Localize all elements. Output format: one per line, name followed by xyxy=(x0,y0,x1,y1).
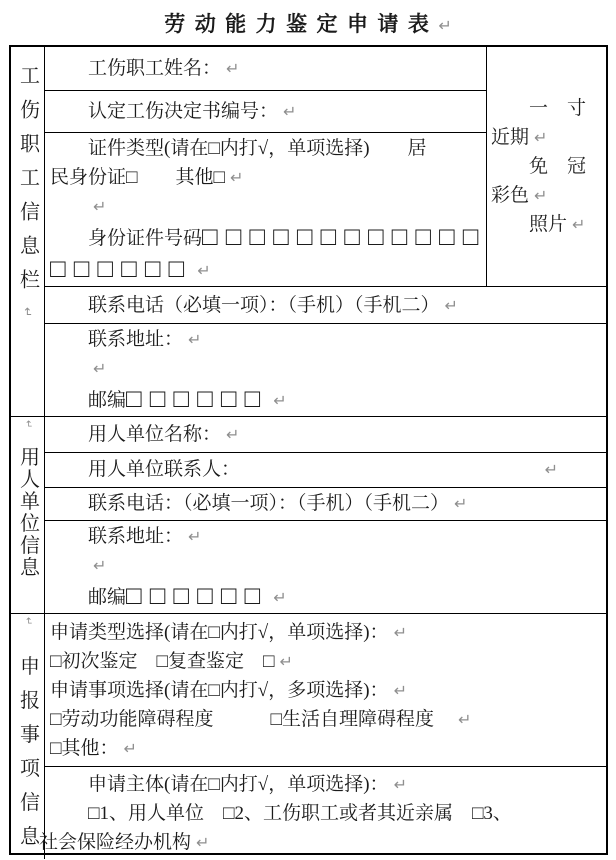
line-text: 申请类型选择(请在□内打√，单项选择)： xyxy=(50,621,389,643)
form-line xyxy=(50,325,602,354)
return-mark-icon: ↵ xyxy=(393,680,407,700)
line-text: 社会保险经办机构 xyxy=(39,831,192,853)
form-row xyxy=(45,133,486,286)
line-text: □劳动功能障碍程度 □生活自理障碍程度 xyxy=(50,708,453,730)
section-content xyxy=(45,47,606,416)
return-mark-icon: ↵ xyxy=(457,709,472,729)
line-text: 身份证件号码 xyxy=(88,228,203,249)
return-mark-icon: ↵ xyxy=(123,738,137,758)
form-line xyxy=(50,522,602,551)
title-row xyxy=(0,8,616,38)
form-line xyxy=(50,291,602,320)
form-line xyxy=(50,551,602,580)
return-mark-icon: ↵ xyxy=(93,359,107,378)
page-title: 劳动能力鉴定申请表 xyxy=(164,12,439,36)
section-content xyxy=(39,614,606,859)
section-worker-info xyxy=(11,47,606,417)
return-mark-icon: ↵ xyxy=(279,651,293,671)
form-row xyxy=(45,324,606,416)
line-text: 证件类型(请在□内打√，单项选择) 居 xyxy=(88,138,427,159)
return-mark-icon: ↵ xyxy=(454,494,468,514)
rows-column xyxy=(45,47,486,286)
return-mark-icon: ↵ xyxy=(273,391,287,410)
form-row xyxy=(45,453,606,488)
form-line xyxy=(50,97,482,126)
form-row xyxy=(45,287,606,324)
return-mark-icon: ↵ xyxy=(197,261,211,280)
section-employer-info xyxy=(11,417,606,614)
return-mark-icon: ↵ xyxy=(226,59,240,79)
line-text: 联系电话（必填一项）：（手机）（手机二） xyxy=(88,294,440,316)
form-line xyxy=(50,705,602,734)
form-line xyxy=(50,383,602,415)
return-mark-icon: ↵ xyxy=(93,197,107,216)
return-mark-icon: ↵ xyxy=(393,774,407,794)
form-line xyxy=(50,770,602,799)
form-row xyxy=(45,614,606,767)
section-label-cell xyxy=(11,47,45,416)
form-row xyxy=(45,488,606,521)
return-mark-icon: ↵ xyxy=(188,330,202,349)
section-label: ↵申报事项信息 xyxy=(11,617,45,859)
return-mark-icon: ↵ xyxy=(534,128,548,147)
form-line xyxy=(50,618,602,647)
form-line xyxy=(50,54,482,83)
checkbox-boxes: □□□□□□ xyxy=(126,580,269,610)
section-label-cell xyxy=(11,417,45,613)
form-row xyxy=(45,47,486,91)
return-mark-icon: ↵ xyxy=(534,186,548,205)
form-line xyxy=(50,253,482,285)
form-line xyxy=(491,94,602,123)
section-application-info xyxy=(11,614,606,859)
form-line xyxy=(491,152,602,181)
section-content xyxy=(45,417,606,613)
photo-cell xyxy=(486,47,606,286)
form-line xyxy=(50,676,602,705)
section-label: 工伤职工信息栏↵ xyxy=(11,65,45,331)
line-text: □1、用人单位 □2、工伤职工或者其近亲属 □3、 xyxy=(88,802,512,824)
line-text: □初次鉴定 □复查鉴定 □ xyxy=(50,650,275,672)
line-text: 联系地址： xyxy=(88,525,184,547)
form-line xyxy=(50,580,602,612)
checkbox-boxes: □□□□□□□□□□□□ xyxy=(202,222,487,251)
title-return-mark-icon: ↵ xyxy=(438,16,452,35)
line-text: 联系地址： xyxy=(88,329,184,350)
line-text: 用人单位联系人： xyxy=(88,459,241,481)
form-line xyxy=(50,163,482,192)
return-mark-icon: ↵ xyxy=(226,424,240,444)
form-row xyxy=(45,91,486,133)
line-text: 民身份证□ 其他□ xyxy=(50,167,225,188)
form-line xyxy=(39,828,602,857)
section-label-cell xyxy=(11,614,45,859)
line-text: 认定工伤决定书编号： xyxy=(88,101,279,123)
line-text: 近期 xyxy=(491,127,530,148)
line-text: 邮编 xyxy=(88,390,127,411)
form-line xyxy=(50,354,602,383)
line-text: 联系电话：（必填一项）：（手机）（手机二） xyxy=(88,493,450,515)
label-return-mark-icon: ↵ xyxy=(22,420,34,431)
form-row xyxy=(45,521,606,613)
return-mark-icon: ↵ xyxy=(283,102,297,122)
label-return-mark-icon: ↵ xyxy=(20,307,35,332)
return-mark-icon: ↵ xyxy=(572,215,586,234)
form-line xyxy=(50,134,482,163)
checkbox-boxes: □□□□□□ xyxy=(126,384,269,413)
form-line xyxy=(491,181,602,210)
form-line xyxy=(50,799,602,828)
line-text: 彩色 xyxy=(491,185,530,206)
line-text: 免 冠 xyxy=(529,156,587,177)
form-line xyxy=(50,455,602,484)
checkbox-boxes: □□□□□□ xyxy=(50,254,193,283)
form-row xyxy=(39,767,606,859)
section-label: ↵用人单位信息 xyxy=(11,420,45,578)
form-line xyxy=(50,647,602,676)
line-text: □其他： xyxy=(50,737,119,759)
return-mark-icon: ↵ xyxy=(273,587,287,607)
line-text: 邮编 xyxy=(88,586,127,608)
form-line xyxy=(50,420,602,449)
line-text: 一 寸 xyxy=(529,98,587,119)
form-line xyxy=(50,192,482,221)
form-line xyxy=(50,489,602,518)
return-mark-icon: ↵ xyxy=(544,460,558,480)
rows-with-photo-group xyxy=(45,47,606,287)
return-mark-icon: ↵ xyxy=(188,526,202,546)
line-text: 照片 xyxy=(529,214,568,235)
line-text: 申请主体(请在□内打√，单项选择)： xyxy=(88,773,389,795)
line-text: 用人单位名称： xyxy=(88,423,222,445)
form-line xyxy=(491,210,602,239)
form-line xyxy=(50,734,602,763)
form-line xyxy=(491,123,602,152)
form-table xyxy=(9,45,608,860)
return-mark-icon: ↵ xyxy=(229,168,244,187)
form-line xyxy=(50,221,487,253)
return-mark-icon: ↵ xyxy=(93,555,107,575)
return-mark-icon: ↵ xyxy=(196,832,210,852)
line-text: 申请事项选择(请在□内打√，多项选择)： xyxy=(50,679,389,701)
line-text: 工伤职工姓名： xyxy=(88,58,222,80)
form-row xyxy=(45,417,606,453)
label-return-mark-icon: ↵ xyxy=(22,617,34,640)
return-mark-icon: ↵ xyxy=(393,622,407,642)
return-mark-icon: ↵ xyxy=(444,295,458,315)
